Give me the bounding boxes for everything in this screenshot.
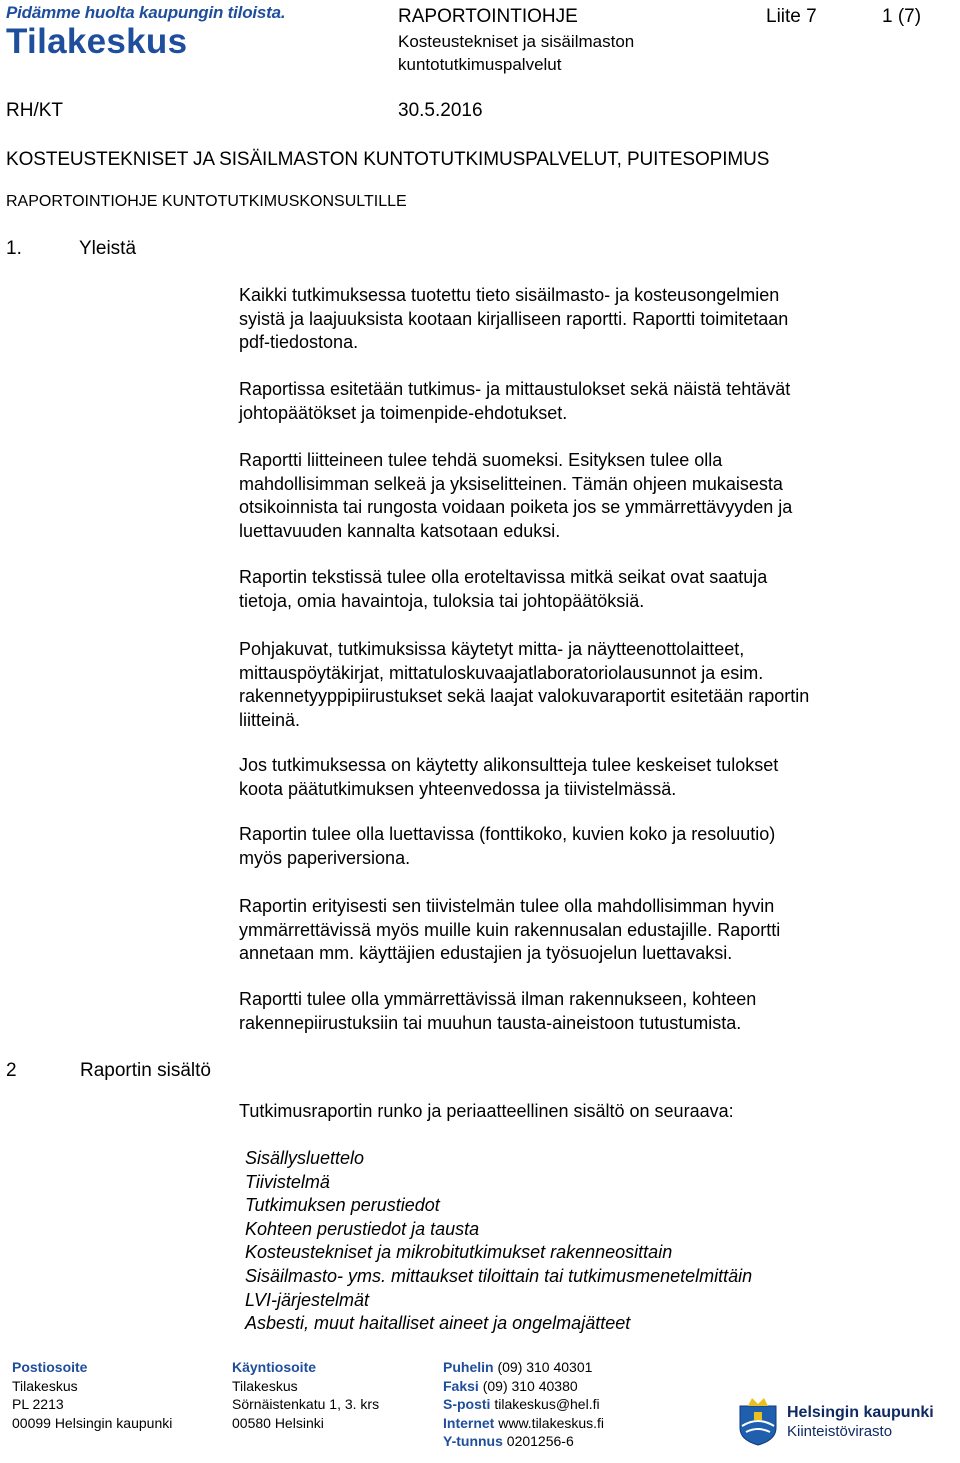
paragraph-line: rakennetyyppipiirustukset sekä laajat valokuvaraportit esitetään raportin (239, 686, 810, 706)
section-1-paragraph (239, 566, 939, 613)
section-1-number: 1. (6, 238, 22, 259)
paragraph-line: myös paperiversiona. (239, 847, 411, 868)
paragraph-line: Raportti tulee olla ymmärrettävissä ilman rakennukseen, kohteen (239, 989, 757, 1009)
phone-label: Puhelin (443, 1359, 494, 1375)
footer-postal-line: Tilakeskus (12, 1377, 78, 1394)
document-subtitle: RAPORTOINTIOHJE KUNTOTUTKIMUSKONSULTILLE (6, 193, 407, 210)
fax-label: Faksi (443, 1377, 479, 1394)
document-date: 30.5.2016 (398, 100, 483, 121)
header-subtitle-2: kuntotutkimuspalvelut (398, 55, 562, 74)
paragraph-line: liitteinä. (239, 709, 301, 730)
paragraph-line: rakennepiirustuksiin tai muuhun tausta-aineistoon tutustumista. (239, 1012, 742, 1033)
contents-item: Tutkimuksen perustiedot (245, 1195, 440, 1216)
footer-visit-line: 00580 Helsinki (232, 1414, 324, 1431)
contents-item: Tiivistelmä (245, 1171, 330, 1192)
section-1-paragraph (239, 284, 939, 355)
city-brand-department: Kiinteistövirasto (787, 1423, 893, 1440)
contents-item: Kosteustekniset ja mikrobitutkimukset rakenneosittain (245, 1242, 673, 1263)
section-1-paragraph (239, 754, 939, 801)
footer-postal-line: 00099 Helsingin kaupunki (12, 1414, 173, 1431)
section-2-intro: Tutkimusraportin runko ja periaatteellinen sisältö on seuraava: (239, 1101, 734, 1121)
section-2-heading: Raportin sisältö (80, 1060, 211, 1081)
footer-postal-label: Postiosoite (12, 1359, 88, 1375)
logo-slogan: Pidämme huolta kaupungin tiloista. (6, 3, 286, 22)
business-id-label: Y-tunnus (443, 1433, 503, 1449)
paragraph-line: pdf-tiedostona. (239, 332, 359, 352)
paragraph-line: Raportin tekstissä tulee olla eroteltavissa mitkä seikat ovat saatuja (239, 567, 768, 587)
paragraph-line: Raportti liitteineen tulee tehdä suomeksi. Esityksen tulee olla (239, 450, 723, 470)
paragraph-line: Raportissa esitetään tutkimus- ja mittaustulokset sekä näistä tehtävät (239, 379, 791, 399)
contents-item: Kohteen perustiedot ja tausta (245, 1218, 480, 1239)
paragraph-line: johtopäätökset ja toimenpide-ehdotukset. (239, 402, 568, 423)
footer-visit-line: Tilakeskus (232, 1377, 298, 1394)
paragraph-line: mittauspöytäkirjat, mittatuloskuvaajatlaboratoriolausunnot ja esim. (239, 662, 764, 683)
section-2-number: 2 (6, 1060, 17, 1081)
contents-item: Sisäilmasto- yms. mittaukset tiloittain tai tutkimusmenetelmittäin (245, 1265, 753, 1286)
footer-visit-line: Sörnäistenkatu 1, 3. krs (232, 1396, 380, 1412)
helsinki-crest-icon (738, 1396, 778, 1446)
section-1-paragraph (239, 638, 939, 732)
section-1-paragraph (239, 449, 939, 543)
paragraph-line: Jos tutkimuksessa on käytetty alikonsultteja tulee keskeiset tulokset (239, 755, 779, 775)
contents-item: Asbesti, muut haitalliset aineet ja ongelmajätteet (245, 1313, 631, 1334)
attachment-label: Liite 7 (766, 6, 817, 27)
section-1-paragraph (239, 823, 939, 870)
contents-item: LVI-järjestelmät (245, 1289, 370, 1310)
paragraph-line: luettavuuden kannalta katsotaan eduksi. (239, 520, 561, 541)
footer-contact (443, 1358, 604, 1451)
email-value[interactable]: tilakeskus@hel.fi (494, 1396, 600, 1412)
header-subtitle-1: Kosteustekniset ja sisäilmaston (398, 32, 635, 51)
fax-value: (09) 310 40380 (482, 1377, 578, 1394)
website-label: Internet (443, 1414, 495, 1431)
document-title: KOSTEUSTEKNISET JA SISÄILMASTON KUNTOTUTKIMUSPALVELUT, PUITESOPIMUS (6, 149, 770, 170)
section-1-paragraph (239, 895, 939, 966)
paragraph-line: Raportin erityisesti sen tiivistelmän tulee olla mahdollisimman hyvin (239, 896, 775, 916)
paragraph-line: syistä ja laajuuksista kootaan kirjalliseen raportti. Raportti toimitetaan (239, 308, 789, 329)
contents-list (245, 1147, 752, 1336)
section-1-paragraph (239, 988, 939, 1035)
logo-name: Tilakeskus (6, 22, 188, 61)
city-brand-name: Helsingin kaupunki (787, 1404, 934, 1421)
paragraph-line: Pohjakuvat, tutkimuksissa käytetyt mitta- ja näytteenottolaitteet, (239, 639, 745, 659)
paragraph-line: tietoja, omia havaintoja, tuloksia tai johtopäätöksiä. (239, 590, 645, 611)
author: RH/KT (6, 100, 63, 121)
footer-visit (232, 1358, 379, 1432)
paragraph-line: ymmärrettävissä myös muille kuin rakennusalan edustajille. Raportti (239, 919, 781, 940)
doc-type: RAPORTOINTIOHJE (398, 6, 578, 27)
footer-visit-label: Käyntiosoite (232, 1359, 317, 1375)
paragraph-line: koota päätutkimuksen yhteenvedossa ja tiivistelmässä. (239, 778, 677, 799)
contents-item: Sisällysluettelo (245, 1148, 365, 1168)
paragraph-line: mahdollisimman selkeä ja yksiselitteinen. Tämän ohjeen mukaisesta (239, 473, 783, 494)
paragraph-line: Kaikki tutkimuksessa tuotettu tieto sisäilmasto- ja kosteusongelmien (239, 285, 780, 305)
section-1-heading: Yleistä (79, 238, 137, 259)
website-value[interactable]: www.tilakeskus.fi (498, 1414, 605, 1431)
paragraph-line: annetaan mm. käyttäjien edustajien ja työsuojelun luettavaksi. (239, 943, 733, 963)
paragraph-line: otsikoinnista tai rungosta voidaan poiketa jos se ymmärrettävyyden ja (239, 497, 793, 517)
phone-value: (09) 310 40301 (497, 1359, 593, 1375)
page-number: 1 (7) (882, 6, 922, 27)
footer-postal-line: PL 2213 (12, 1396, 64, 1412)
paragraph-line: Raportin tulee olla luettavissa (fonttikoko, kuvien koko ja resoluutio) (239, 824, 776, 844)
email-label: S-posti (443, 1396, 491, 1412)
section-1-paragraph (239, 378, 939, 425)
footer-postal (12, 1358, 172, 1432)
business-id-value: 0201256-6 (506, 1433, 574, 1449)
